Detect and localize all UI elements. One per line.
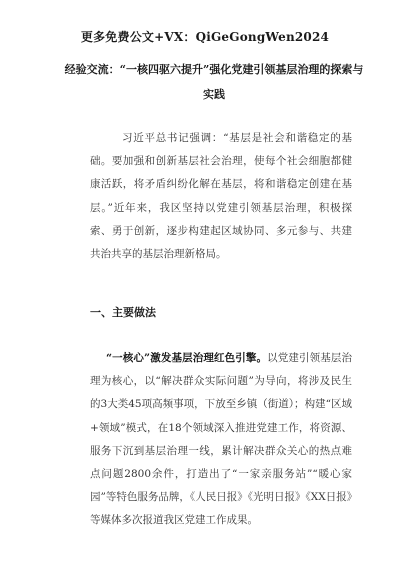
document-title: 经验交流：“一核四驱六提升”强化党建引领基层治理的探索与实践 bbox=[64, 63, 364, 101]
document-header: 更多免费公文+VX：QiGeGongWen2024 bbox=[80, 30, 330, 44]
intro-paragraph: 习近平总书记强调：“基层是社会和谐稳定的基础。要加强和创新基层社会治理，使每个社会细胞都健康活跃，将矛盾纠纷化解在基层，将和谐稳定创建在基层。”近年来，我区坚持以党建引领基层治理，积极探索、勇于创新，逐步构建起区域协同、多元参与、共建共治共享的基层治理新格局。 bbox=[90, 132, 352, 261]
section-body: 以党建引领基层治理为核心，以“解决群众实际问题”为导向，将涉及民生的3大类45项高频事项，下放至乡镇（街道）；构建“区域+领域”模式，在18个领域深入推进党建工作，将资源、服务下沉到基层治理一线，累计解决群众关心的热点难点问题2800余件，打造出了“一家亲服务站”“暖心家园”等特色服务品牌，《人民日报》《光明日报》《XX日报》等媒体多次报道我区党建工作成果。 bbox=[90, 352, 352, 527]
section-lead: “一核心”激发基层治理红色引擎。 bbox=[106, 352, 268, 364]
section-paragraph bbox=[90, 347, 352, 533]
section-heading: 一、主要做法 bbox=[90, 306, 156, 319]
